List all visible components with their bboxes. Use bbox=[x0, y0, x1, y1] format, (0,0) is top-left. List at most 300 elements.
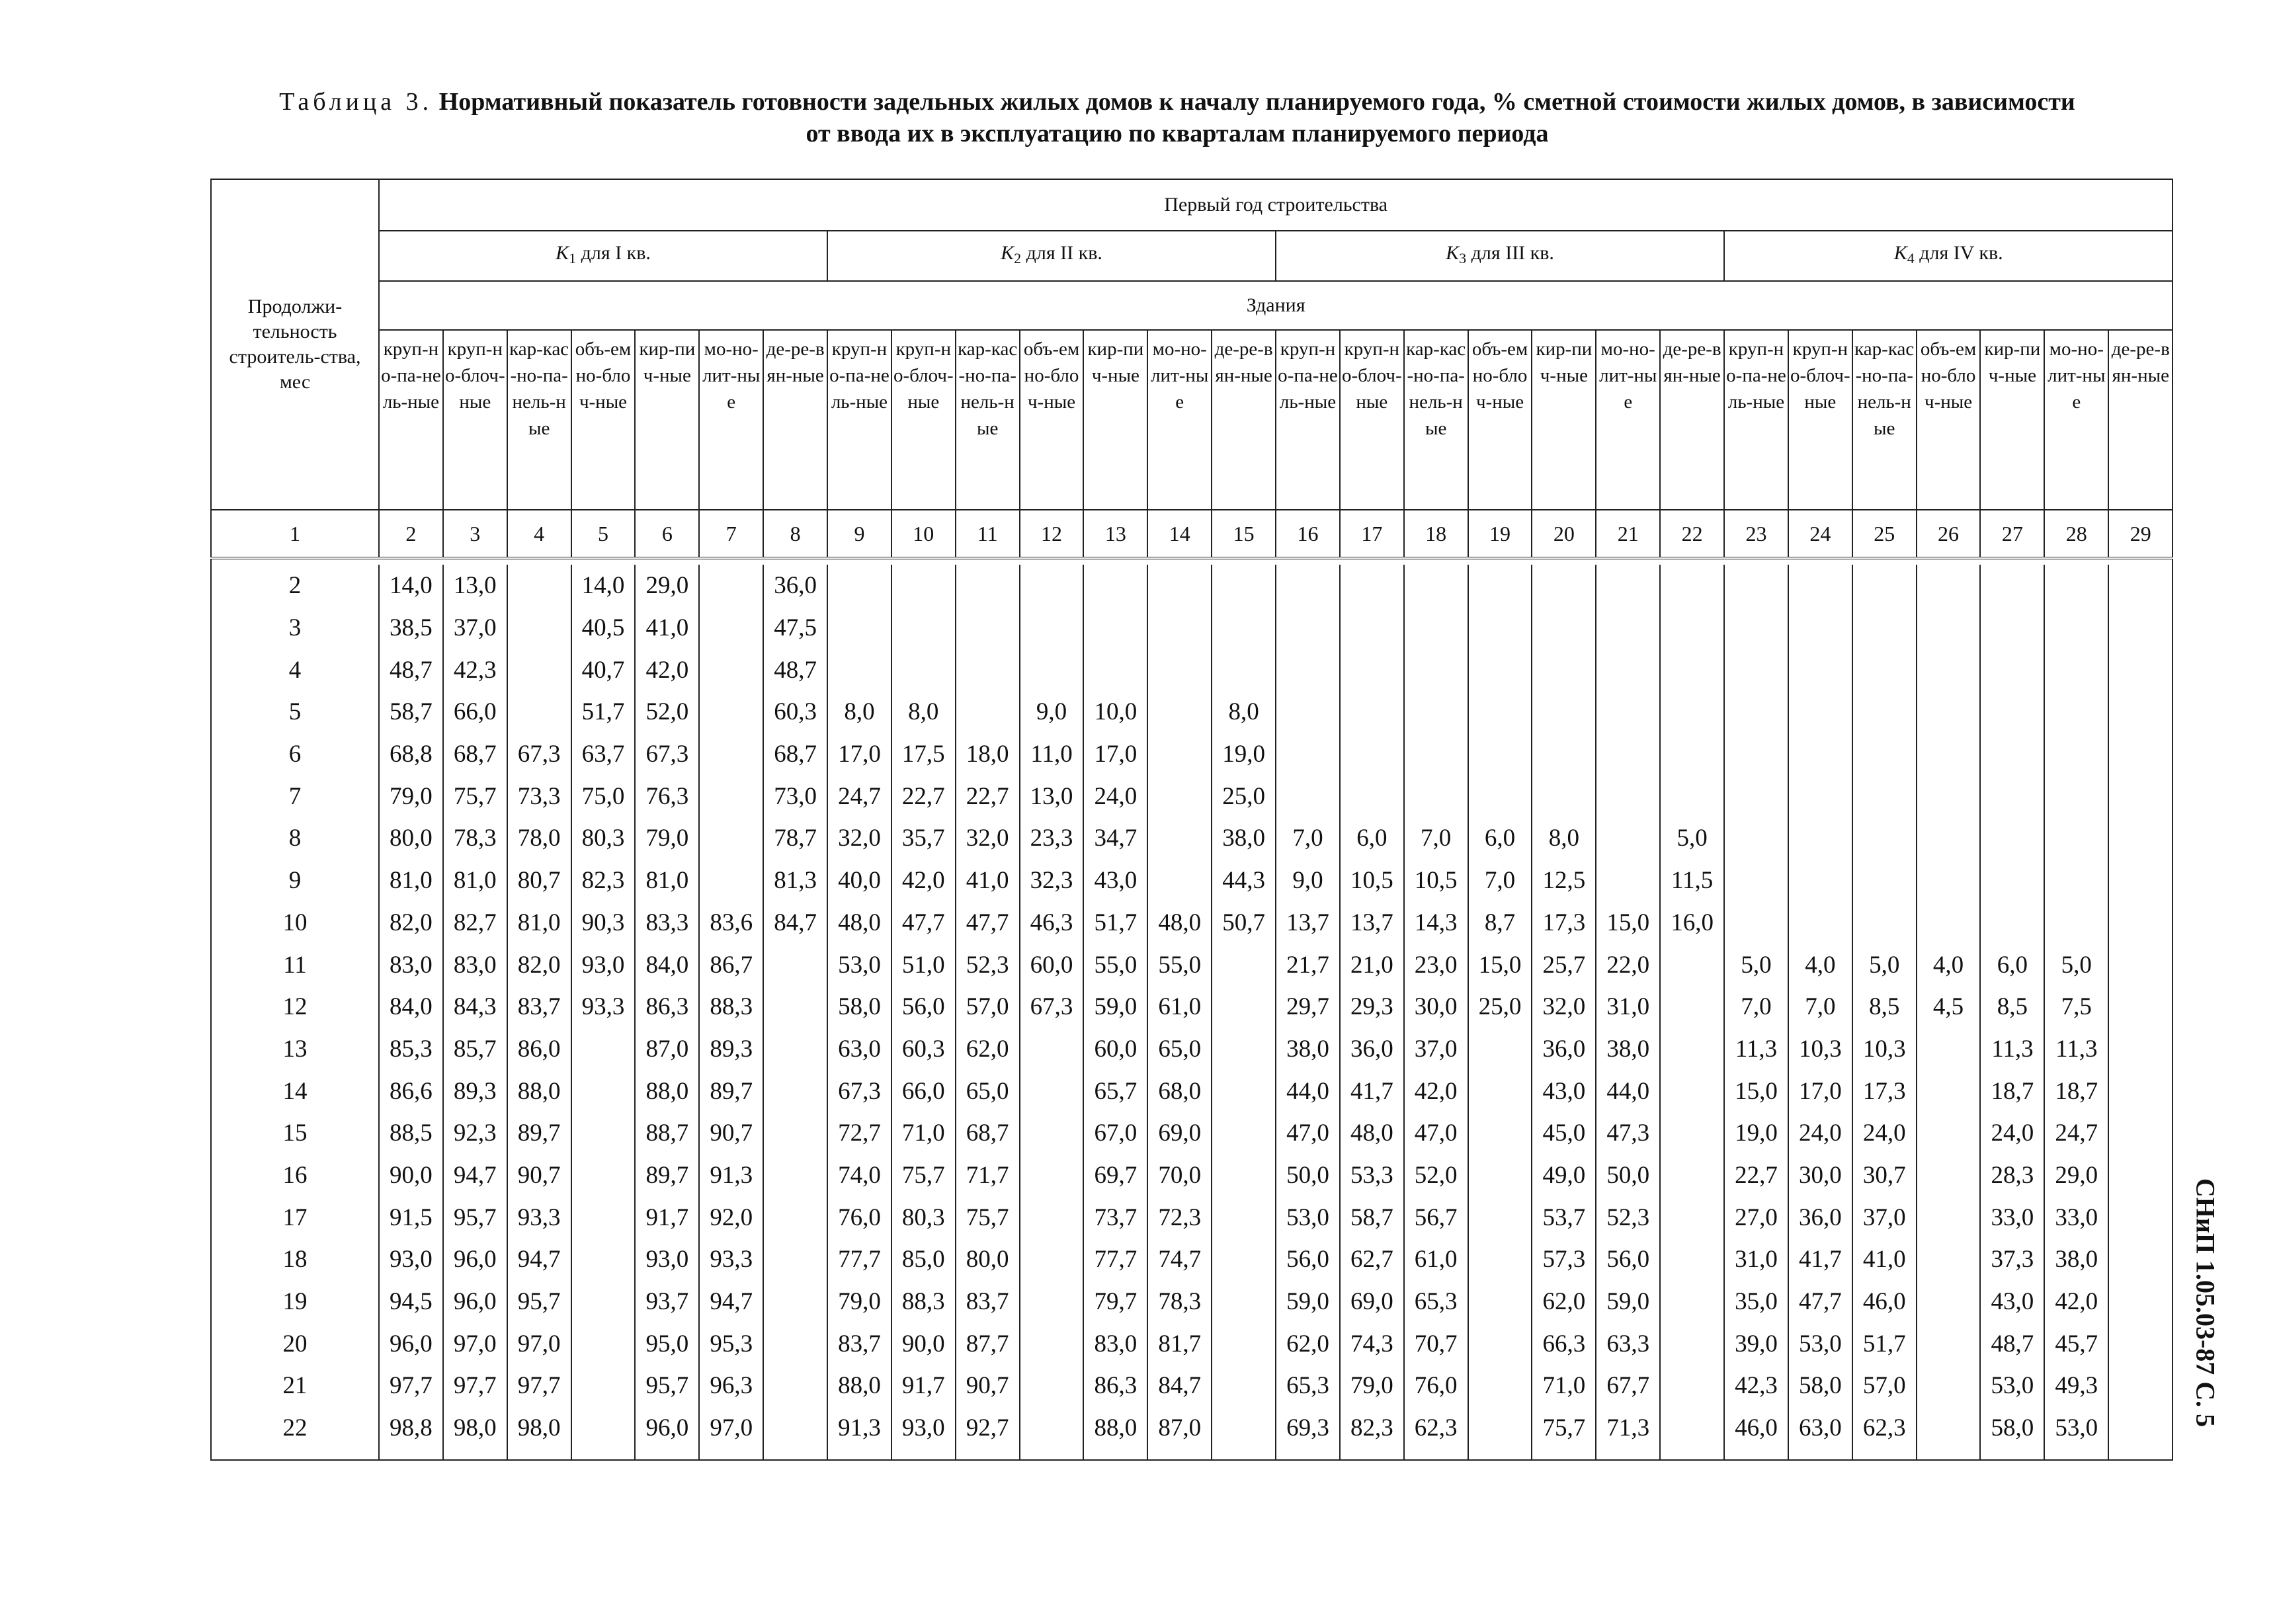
caption-line2: от ввода их в эксплуатацию по кварталам планируемого периода bbox=[806, 120, 1549, 147]
value-cell bbox=[1276, 649, 1340, 691]
value-cell: 29,3 bbox=[1340, 986, 1404, 1028]
building-type-header: кар-кас-но-па-нель-ные bbox=[1852, 330, 1917, 510]
value-cell: 48,7 bbox=[379, 649, 443, 691]
value-cell: 98,0 bbox=[507, 1407, 571, 1461]
quarter-header-2 bbox=[827, 231, 1276, 281]
value-cell: 53,7 bbox=[1532, 1196, 1596, 1238]
duration-cell: 13 bbox=[211, 1028, 379, 1071]
value-cell: 96,0 bbox=[443, 1281, 507, 1323]
value-cell bbox=[1020, 1407, 1084, 1461]
value-cell bbox=[1083, 649, 1147, 691]
value-cell bbox=[1917, 1365, 1981, 1407]
value-cell: 98,8 bbox=[379, 1407, 443, 1461]
value-cell: 75,0 bbox=[571, 775, 636, 817]
value-cell: 63,7 bbox=[571, 733, 636, 776]
quarter-header-4 bbox=[1724, 231, 2173, 281]
value-cell: 22,7 bbox=[891, 775, 956, 817]
value-cell: 48,0 bbox=[827, 902, 891, 944]
column-number: 9 bbox=[827, 510, 891, 558]
value-cell: 90,7 bbox=[507, 1155, 571, 1197]
table-row bbox=[211, 817, 2173, 860]
value-cell: 47,0 bbox=[1276, 1112, 1340, 1155]
table-row bbox=[211, 1196, 2173, 1238]
value-cell bbox=[1147, 691, 1212, 733]
value-cell bbox=[1212, 1281, 1276, 1323]
value-cell bbox=[699, 817, 763, 860]
value-cell: 11,3 bbox=[2044, 1028, 2108, 1071]
value-cell bbox=[1468, 1155, 1532, 1197]
building-type-header: кир-пич-ные bbox=[1980, 330, 2044, 510]
value-cell: 13,7 bbox=[1276, 902, 1340, 944]
column-number: 19 bbox=[1468, 510, 1532, 558]
value-cell: 81,0 bbox=[379, 860, 443, 902]
value-cell: 63,0 bbox=[827, 1028, 891, 1071]
value-cell bbox=[1468, 1407, 1532, 1461]
value-cell: 52,0 bbox=[1404, 1155, 1468, 1197]
quarter-label: для IV кв. bbox=[1914, 242, 2003, 264]
value-cell: 82,0 bbox=[507, 944, 571, 986]
side-reference bbox=[2186, 1164, 2225, 1441]
value-cell: 57,3 bbox=[1532, 1238, 1596, 1281]
value-cell: 72,3 bbox=[1147, 1196, 1212, 1238]
value-cell bbox=[1340, 607, 1404, 649]
table-row bbox=[211, 775, 2173, 817]
value-cell: 57,0 bbox=[956, 986, 1020, 1028]
value-cell: 92,0 bbox=[699, 1196, 763, 1238]
value-cell: 93,0 bbox=[635, 1238, 699, 1281]
value-cell: 13,7 bbox=[1340, 902, 1404, 944]
value-cell: 38,0 bbox=[2044, 1238, 2108, 1281]
building-type-header: круп-но-па-нель-ные bbox=[1276, 330, 1340, 510]
column-number: 1 bbox=[211, 510, 379, 558]
table-row bbox=[211, 565, 2173, 607]
value-cell bbox=[1724, 860, 1788, 902]
column-number: 7 bbox=[699, 510, 763, 558]
value-cell bbox=[1020, 1238, 1084, 1281]
column-number: 23 bbox=[1724, 510, 1788, 558]
value-cell bbox=[1147, 649, 1212, 691]
value-cell bbox=[2044, 733, 2108, 776]
value-cell: 31,0 bbox=[1596, 986, 1660, 1028]
value-cell bbox=[1660, 1365, 1724, 1407]
value-cell bbox=[1917, 860, 1981, 902]
value-cell: 63,0 bbox=[1788, 1407, 1852, 1461]
column-number: 12 bbox=[1020, 510, 1084, 558]
value-cell bbox=[571, 1112, 636, 1155]
table-row bbox=[211, 1070, 2173, 1112]
value-cell bbox=[1917, 1322, 1981, 1365]
value-cell: 69,0 bbox=[1340, 1281, 1404, 1323]
value-cell bbox=[507, 649, 571, 691]
value-cell bbox=[699, 860, 763, 902]
value-cell bbox=[1917, 775, 1981, 817]
building-type-header: объ-емно-блоч-ные bbox=[1020, 330, 1084, 510]
column-number: 22 bbox=[1660, 510, 1724, 558]
table-row bbox=[211, 1365, 2173, 1407]
value-cell: 55,0 bbox=[1147, 944, 1212, 986]
value-cell: 42,0 bbox=[635, 649, 699, 691]
value-cell bbox=[699, 565, 763, 607]
value-cell bbox=[571, 1070, 636, 1112]
value-cell: 40,0 bbox=[827, 860, 891, 902]
value-cell: 27,0 bbox=[1724, 1196, 1788, 1238]
column-number: 10 bbox=[891, 510, 956, 558]
value-cell: 83,7 bbox=[956, 1281, 1020, 1323]
duration-cell: 8 bbox=[211, 817, 379, 860]
value-cell: 6,0 bbox=[1340, 817, 1404, 860]
value-cell: 37,0 bbox=[1852, 1196, 1917, 1238]
value-cell bbox=[1788, 733, 1852, 776]
value-cell bbox=[1852, 902, 1917, 944]
value-cell bbox=[2108, 1407, 2173, 1461]
column-number: 11 bbox=[956, 510, 1020, 558]
value-cell: 51,0 bbox=[891, 944, 956, 986]
value-cell: 91,7 bbox=[635, 1196, 699, 1238]
value-cell bbox=[763, 1407, 827, 1461]
value-cell bbox=[1083, 565, 1147, 607]
table-row bbox=[211, 986, 2173, 1028]
value-cell: 45,7 bbox=[2044, 1322, 2108, 1365]
value-cell: 69,7 bbox=[1083, 1155, 1147, 1197]
value-cell bbox=[1212, 944, 1276, 986]
building-type-header: де-ре-вян-ные bbox=[1212, 330, 1276, 510]
value-cell bbox=[1468, 775, 1532, 817]
value-cell: 62,3 bbox=[1852, 1407, 1917, 1461]
value-cell bbox=[1468, 1070, 1532, 1112]
value-cell bbox=[1468, 1238, 1532, 1281]
value-cell bbox=[571, 1028, 636, 1071]
value-cell bbox=[1276, 691, 1340, 733]
value-cell: 62,3 bbox=[1404, 1407, 1468, 1461]
value-cell bbox=[507, 565, 571, 607]
value-cell bbox=[1020, 1028, 1084, 1071]
value-cell bbox=[1788, 775, 1852, 817]
value-cell bbox=[1660, 1281, 1724, 1323]
table-row bbox=[211, 607, 2173, 649]
value-cell: 90,7 bbox=[956, 1365, 1020, 1407]
value-cell: 48,0 bbox=[1147, 902, 1212, 944]
value-cell: 47,7 bbox=[1788, 1281, 1852, 1323]
value-cell: 8,0 bbox=[1212, 691, 1276, 733]
value-cell: 65,0 bbox=[1147, 1028, 1212, 1071]
value-cell: 67,3 bbox=[507, 733, 571, 776]
value-cell: 97,0 bbox=[699, 1407, 763, 1461]
value-cell: 73,7 bbox=[1083, 1196, 1147, 1238]
value-cell: 81,0 bbox=[443, 860, 507, 902]
value-cell: 9,0 bbox=[1276, 860, 1340, 902]
value-cell bbox=[1468, 607, 1532, 649]
table-row bbox=[211, 1028, 2173, 1071]
value-cell: 88,3 bbox=[891, 1281, 956, 1323]
value-cell bbox=[2108, 607, 2173, 649]
building-type-header: мо-но-лит-ные bbox=[699, 330, 763, 510]
value-cell: 41,0 bbox=[635, 607, 699, 649]
column-number: 17 bbox=[1340, 510, 1404, 558]
value-cell bbox=[1980, 902, 2044, 944]
value-cell: 8,7 bbox=[1468, 902, 1532, 944]
value-cell: 24,0 bbox=[1788, 1112, 1852, 1155]
value-cell: 5,0 bbox=[1660, 817, 1724, 860]
value-cell: 9,0 bbox=[1020, 691, 1084, 733]
value-cell bbox=[1212, 1238, 1276, 1281]
value-cell: 42,0 bbox=[1404, 1070, 1468, 1112]
value-cell: 88,0 bbox=[507, 1070, 571, 1112]
value-cell: 24,0 bbox=[1083, 775, 1147, 817]
table-row bbox=[211, 1407, 2173, 1461]
value-cell bbox=[1340, 733, 1404, 776]
value-cell bbox=[1724, 775, 1788, 817]
value-cell bbox=[1917, 817, 1981, 860]
value-cell: 58,0 bbox=[1788, 1365, 1852, 1407]
value-cell: 80,0 bbox=[379, 817, 443, 860]
building-type-header: круп-но-блоч-ные bbox=[891, 330, 956, 510]
value-cell: 5,0 bbox=[1852, 944, 1917, 986]
coefficient-symbol: K bbox=[1446, 242, 1460, 264]
value-cell bbox=[1724, 733, 1788, 776]
value-cell: 73,0 bbox=[763, 775, 827, 817]
value-cell: 62,0 bbox=[1532, 1281, 1596, 1323]
quarter-header-1 bbox=[379, 231, 827, 281]
value-cell: 71,3 bbox=[1596, 1407, 1660, 1461]
value-cell: 53,3 bbox=[1340, 1155, 1404, 1197]
building-type-header: мо-но-лит-ные bbox=[2044, 330, 2108, 510]
value-cell bbox=[1660, 1196, 1724, 1238]
value-cell bbox=[1468, 649, 1532, 691]
value-cell: 88,0 bbox=[635, 1070, 699, 1112]
value-cell bbox=[827, 607, 891, 649]
value-cell: 93,7 bbox=[635, 1281, 699, 1323]
value-cell: 5,0 bbox=[1724, 944, 1788, 986]
value-cell bbox=[2044, 565, 2108, 607]
column-number: 5 bbox=[571, 510, 636, 558]
value-cell: 42,3 bbox=[1724, 1365, 1788, 1407]
value-cell: 11,3 bbox=[1980, 1028, 2044, 1071]
value-cell: 67,3 bbox=[1020, 986, 1084, 1028]
value-cell: 84,7 bbox=[763, 902, 827, 944]
value-cell: 63,3 bbox=[1596, 1322, 1660, 1365]
building-type-header: круп-но-блоч-ные bbox=[1340, 330, 1404, 510]
duration-cell: 16 bbox=[211, 1155, 379, 1197]
duration-cell: 20 bbox=[211, 1322, 379, 1365]
value-cell: 47,3 bbox=[1596, 1112, 1660, 1155]
duration-cell: 5 bbox=[211, 691, 379, 733]
value-cell bbox=[891, 607, 956, 649]
value-cell bbox=[571, 1407, 636, 1461]
value-cell bbox=[2108, 860, 2173, 902]
value-cell: 17,0 bbox=[1083, 733, 1147, 776]
building-type-header: круп-но-па-нель-ные bbox=[1724, 330, 1788, 510]
value-cell: 95,7 bbox=[443, 1196, 507, 1238]
value-cell: 25,0 bbox=[1468, 986, 1532, 1028]
value-cell: 37,3 bbox=[1980, 1238, 2044, 1281]
value-cell: 8,5 bbox=[1980, 986, 2044, 1028]
value-cell: 37,0 bbox=[1404, 1028, 1468, 1071]
value-cell: 83,3 bbox=[635, 902, 699, 944]
value-cell bbox=[1276, 733, 1340, 776]
value-cell: 62,0 bbox=[1276, 1322, 1340, 1365]
value-cell: 43,0 bbox=[1083, 860, 1147, 902]
value-cell: 16,0 bbox=[1660, 902, 1724, 944]
value-cell: 97,7 bbox=[507, 1365, 571, 1407]
value-cell: 31,0 bbox=[1724, 1238, 1788, 1281]
duration-cell: 9 bbox=[211, 860, 379, 902]
value-cell bbox=[1852, 649, 1917, 691]
value-cell: 62,0 bbox=[956, 1028, 1020, 1071]
value-cell: 88,7 bbox=[635, 1112, 699, 1155]
value-cell: 46,0 bbox=[1724, 1407, 1788, 1461]
value-cell: 71,7 bbox=[956, 1155, 1020, 1197]
value-cell: 51,7 bbox=[571, 691, 636, 733]
value-cell: 13,0 bbox=[443, 565, 507, 607]
value-cell: 55,0 bbox=[1083, 944, 1147, 986]
value-cell bbox=[1276, 775, 1340, 817]
value-cell: 84,7 bbox=[1147, 1365, 1212, 1407]
building-type-header: круп-но-па-нель-ные bbox=[379, 330, 443, 510]
caption-line1: Нормативный показатель готовности задельных жилых домов к началу планируемого года, % сметной стоимости жилых домов, в зависимости bbox=[438, 88, 2075, 116]
value-cell bbox=[1660, 733, 1724, 776]
value-cell: 10,3 bbox=[1788, 1028, 1852, 1071]
value-cell: 76,3 bbox=[635, 775, 699, 817]
value-cell: 53,0 bbox=[1788, 1322, 1852, 1365]
building-type-header: де-ре-вян-ные bbox=[1660, 330, 1724, 510]
value-cell bbox=[1596, 649, 1660, 691]
value-cell bbox=[699, 733, 763, 776]
value-cell: 23,0 bbox=[1404, 944, 1468, 986]
value-cell: 95,0 bbox=[635, 1322, 699, 1365]
value-cell: 74,3 bbox=[1340, 1322, 1404, 1365]
value-cell: 41,7 bbox=[1340, 1070, 1404, 1112]
value-cell: 56,0 bbox=[1276, 1238, 1340, 1281]
column-number: 18 bbox=[1404, 510, 1468, 558]
value-cell: 59,0 bbox=[1276, 1281, 1340, 1323]
duration-cell: 6 bbox=[211, 733, 379, 776]
spacer bbox=[211, 558, 2173, 565]
value-cell: 48,0 bbox=[1340, 1112, 1404, 1155]
value-cell: 81,3 bbox=[763, 860, 827, 902]
value-cell bbox=[571, 1196, 636, 1238]
column-number: 29 bbox=[2108, 510, 2173, 558]
building-types-row bbox=[211, 330, 2173, 510]
value-cell: 96,0 bbox=[635, 1407, 699, 1461]
value-cell bbox=[1532, 733, 1596, 776]
value-cell: 59,0 bbox=[1083, 986, 1147, 1028]
value-cell: 53,0 bbox=[1276, 1196, 1340, 1238]
value-cell: 95,7 bbox=[507, 1281, 571, 1323]
value-cell: 36,0 bbox=[1340, 1028, 1404, 1071]
value-cell bbox=[1147, 860, 1212, 902]
value-cell: 10,0 bbox=[1083, 691, 1147, 733]
building-type-header: круп-но-блоч-ные bbox=[1788, 330, 1852, 510]
value-cell bbox=[1212, 1407, 1276, 1461]
value-cell bbox=[1917, 649, 1981, 691]
value-cell: 46,0 bbox=[1852, 1281, 1917, 1323]
value-cell bbox=[1917, 607, 1981, 649]
value-cell: 57,0 bbox=[1852, 1365, 1917, 1407]
value-cell: 94,7 bbox=[699, 1281, 763, 1323]
value-cell bbox=[1660, 649, 1724, 691]
quarter-label: для II кв. bbox=[1021, 242, 1102, 264]
caption-lead: Таблица 3. bbox=[279, 88, 433, 116]
value-cell: 88,5 bbox=[379, 1112, 443, 1155]
value-cell: 8,0 bbox=[1532, 817, 1596, 860]
value-cell: 61,0 bbox=[1404, 1238, 1468, 1281]
value-cell bbox=[2044, 607, 2108, 649]
value-cell bbox=[1660, 1155, 1724, 1197]
coefficient-index: 2 bbox=[1014, 250, 1022, 266]
value-cell: 96,0 bbox=[379, 1322, 443, 1365]
value-cell: 56,7 bbox=[1404, 1196, 1468, 1238]
building-type-header: кир-пич-ные bbox=[1532, 330, 1596, 510]
value-cell bbox=[699, 775, 763, 817]
value-cell: 10,5 bbox=[1404, 860, 1468, 902]
value-cell: 78,3 bbox=[1147, 1281, 1212, 1323]
value-cell: 41,0 bbox=[956, 860, 1020, 902]
value-cell: 32,0 bbox=[956, 817, 1020, 860]
value-cell: 65,0 bbox=[956, 1070, 1020, 1112]
value-cell: 48,7 bbox=[763, 649, 827, 691]
table-row bbox=[211, 691, 2173, 733]
value-cell: 30,0 bbox=[1788, 1155, 1852, 1197]
value-cell bbox=[1340, 565, 1404, 607]
value-cell: 45,0 bbox=[1532, 1112, 1596, 1155]
value-cell bbox=[2108, 733, 2173, 776]
value-cell bbox=[1083, 607, 1147, 649]
value-cell bbox=[1212, 1322, 1276, 1365]
value-cell: 78,0 bbox=[507, 817, 571, 860]
value-cell bbox=[1212, 649, 1276, 691]
value-cell: 70,7 bbox=[1404, 1322, 1468, 1365]
value-cell: 83,0 bbox=[443, 944, 507, 986]
value-cell: 86,7 bbox=[699, 944, 763, 986]
value-cell bbox=[2108, 1281, 2173, 1323]
value-cell: 42,3 bbox=[443, 649, 507, 691]
value-cell bbox=[1340, 775, 1404, 817]
column-number: 8 bbox=[763, 510, 827, 558]
value-cell: 91,7 bbox=[891, 1365, 956, 1407]
value-cell bbox=[1147, 607, 1212, 649]
coefficient-symbol: K bbox=[556, 242, 569, 264]
value-cell bbox=[1596, 775, 1660, 817]
value-cell bbox=[1020, 1365, 1084, 1407]
value-cell bbox=[1724, 607, 1788, 649]
buildings-header: Здания bbox=[379, 281, 2173, 330]
value-cell: 91,3 bbox=[699, 1155, 763, 1197]
value-cell bbox=[1212, 1028, 1276, 1071]
value-cell bbox=[1212, 986, 1276, 1028]
value-cell: 68,7 bbox=[956, 1112, 1020, 1155]
value-cell: 44,0 bbox=[1276, 1070, 1340, 1112]
table-row bbox=[211, 1112, 2173, 1155]
value-cell: 51,7 bbox=[1083, 902, 1147, 944]
value-cell bbox=[1788, 649, 1852, 691]
duration-cell: 18 bbox=[211, 1238, 379, 1281]
value-cell bbox=[571, 1281, 636, 1323]
value-cell bbox=[1917, 902, 1981, 944]
column-number: 21 bbox=[1596, 510, 1660, 558]
value-cell: 81,0 bbox=[507, 902, 571, 944]
value-cell: 5,0 bbox=[2044, 944, 2108, 986]
value-cell bbox=[1596, 607, 1660, 649]
column-number: 14 bbox=[1147, 510, 1212, 558]
value-cell bbox=[1980, 691, 2044, 733]
value-cell bbox=[1468, 691, 1532, 733]
value-cell bbox=[2108, 1070, 2173, 1112]
quarter-header-3 bbox=[1276, 231, 1724, 281]
value-cell bbox=[1917, 691, 1981, 733]
value-cell: 84,0 bbox=[635, 944, 699, 986]
duration-cell: 2 bbox=[211, 565, 379, 607]
value-cell bbox=[2108, 986, 2173, 1028]
